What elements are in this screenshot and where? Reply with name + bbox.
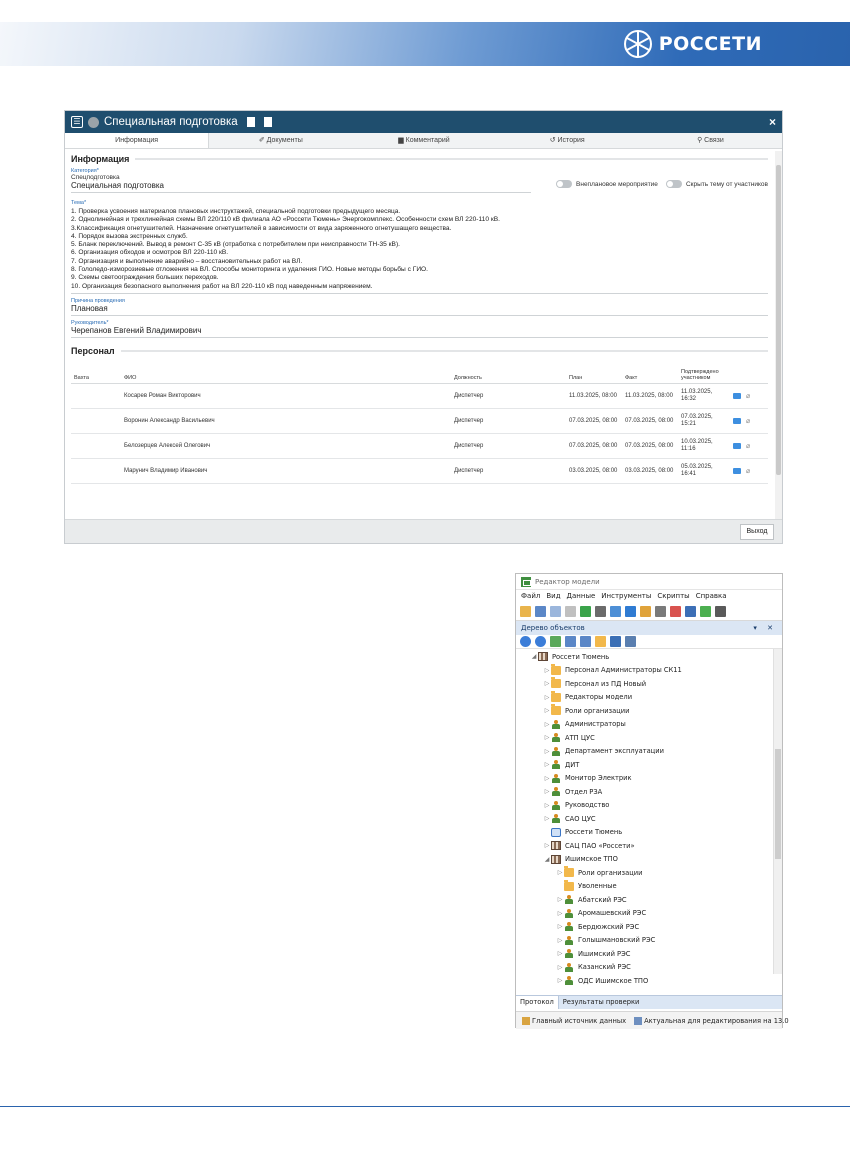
name-cell: Косарев Роман Викторович bbox=[121, 384, 451, 409]
panel-pin-close-icon[interactable]: ▾ ✕ bbox=[753, 624, 777, 632]
gear-icon[interactable] bbox=[685, 606, 696, 617]
people-icon bbox=[551, 814, 561, 823]
rosseti-logo-icon bbox=[623, 29, 653, 59]
actions-cell bbox=[730, 409, 768, 434]
building-icon bbox=[551, 855, 561, 864]
tree-item-label: Роли организации bbox=[578, 868, 643, 877]
position-cell: Диспетчер bbox=[451, 384, 566, 409]
actions-cell bbox=[730, 384, 768, 409]
comment-icon[interactable] bbox=[733, 393, 741, 399]
tree-item-label: Персонал Администраторы СК11 bbox=[565, 666, 682, 675]
name-cell: Марунич Владимир Иванович bbox=[121, 459, 451, 484]
layout-icon[interactable] bbox=[625, 636, 636, 647]
tab-check-results[interactable]: Результаты проверки bbox=[562, 998, 640, 1006]
personnel-table bbox=[71, 360, 768, 485]
tree-item[interactable] bbox=[516, 758, 782, 772]
model-editor-window bbox=[515, 573, 789, 1028]
forward-icon[interactable] bbox=[535, 636, 546, 647]
reason-field[interactable]: Плановая bbox=[71, 304, 768, 316]
tree-item-label: Отдел РЗА bbox=[565, 787, 603, 796]
topic-field[interactable] bbox=[71, 208, 768, 294]
check-icon[interactable] bbox=[580, 606, 591, 617]
people-icon bbox=[551, 760, 561, 769]
tree-item[interactable] bbox=[516, 664, 782, 678]
leader-label: Руководитель* bbox=[71, 319, 109, 326]
new-icon[interactable] bbox=[520, 606, 531, 617]
unplanned-toggle[interactable] bbox=[556, 180, 658, 188]
calendar-icon: ☰ bbox=[71, 116, 83, 128]
tab-comment[interactable]: ▆ Комментарий bbox=[398, 137, 450, 144]
tree-item[interactable] bbox=[516, 920, 782, 934]
shift-cell bbox=[71, 434, 121, 459]
tree-item-label: Роли организации bbox=[565, 706, 630, 715]
folder-icon bbox=[564, 882, 574, 891]
topic-line: 4. Порядок вызова экстренных служб. bbox=[71, 232, 188, 240]
fact-cell: 07.03.2025, 08:00 bbox=[622, 409, 678, 434]
event-dialog bbox=[64, 110, 783, 544]
menu-data[interactable]: Данные bbox=[566, 592, 596, 600]
people-icon bbox=[564, 949, 574, 958]
attachment-icon[interactable]: ⌀ bbox=[746, 392, 751, 400]
validate-icon[interactable] bbox=[610, 606, 621, 617]
people-icon bbox=[551, 801, 561, 810]
tree-item-label: Аромашевский РЭС bbox=[578, 909, 647, 918]
report-icon[interactable] bbox=[670, 606, 681, 617]
chart-icon[interactable] bbox=[595, 606, 606, 617]
plan-cell: 03.03.2025, 08:00 bbox=[566, 459, 622, 484]
folder-icon bbox=[551, 679, 561, 688]
comment-icon[interactable] bbox=[733, 418, 741, 424]
topic-line: 5. Бланк переключений. Вывод в ремонт С-35 кВ (отработка с потребителем при неисправности ТН-35 кВ). bbox=[71, 241, 400, 249]
save-icon[interactable] bbox=[535, 606, 546, 617]
tree-item[interactable] bbox=[516, 677, 782, 691]
expand-arrow-icon[interactable]: ▷ bbox=[544, 815, 550, 823]
actions-cell bbox=[730, 434, 768, 459]
close-icon[interactable]: × bbox=[768, 115, 776, 129]
col-fact: Факт bbox=[622, 360, 678, 384]
hide-topic-label: Скрыть тему от участников bbox=[685, 180, 768, 188]
status-actual-label: Актуальная для редактирования на 13.0 bbox=[644, 1016, 789, 1025]
tree-item[interactable] bbox=[516, 772, 782, 786]
table-row[interactable] bbox=[71, 434, 768, 459]
plan-cell: 11.03.2025, 08:00 bbox=[566, 384, 622, 409]
status-dot-icon bbox=[88, 117, 99, 128]
plan-cell: 07.03.2025, 08:00 bbox=[566, 434, 622, 459]
expand-arrow-icon[interactable]: ▷ bbox=[557, 936, 563, 944]
hide-topic-toggle[interactable] bbox=[666, 180, 768, 188]
col-position: Должность bbox=[451, 360, 566, 384]
tree-item[interactable] bbox=[516, 839, 782, 853]
tree-item-label: Ишимский РЭС bbox=[578, 949, 631, 958]
reason-label: Причина проведения bbox=[71, 297, 125, 304]
tree-item[interactable] bbox=[516, 718, 782, 732]
tree-item-label: Голышмановский РЭС bbox=[578, 936, 656, 945]
topic-line: 9. Схемы светоограждения больших переходов. bbox=[71, 274, 219, 282]
tab-links[interactable]: ⚲ Связи bbox=[697, 137, 724, 144]
people-icon bbox=[564, 963, 574, 972]
people-icon bbox=[564, 909, 574, 918]
menu-help[interactable]: Справка bbox=[695, 592, 727, 600]
editor-toolbar bbox=[516, 603, 782, 621]
windows-icon[interactable] bbox=[610, 636, 621, 647]
expand-arrow-icon[interactable]: ▷ bbox=[544, 666, 550, 674]
people-icon bbox=[551, 720, 561, 729]
tree-item[interactable] bbox=[516, 704, 782, 718]
expand-arrow-icon[interactable]: ▷ bbox=[557, 950, 563, 958]
tree-item-label: ДИТ bbox=[565, 760, 580, 769]
expand-arrow-icon[interactable]: ▷ bbox=[544, 693, 550, 701]
tree-item-label: Уволенные bbox=[578, 882, 617, 891]
shift-cell bbox=[71, 409, 121, 434]
expand-arrow-icon[interactable]: ▷ bbox=[544, 801, 550, 809]
org-icon bbox=[551, 828, 561, 837]
refresh-icon[interactable] bbox=[550, 636, 561, 647]
fact-cell: 07.03.2025, 08:00 bbox=[622, 434, 678, 459]
confirmed-cell: 07.03.2025, 15:21 bbox=[678, 409, 730, 434]
expand-arrow-icon[interactable]: ▷ bbox=[544, 747, 550, 755]
tree-rows bbox=[516, 650, 782, 988]
dialog-scroll-thumb[interactable] bbox=[776, 165, 781, 475]
tree-item-label: Россети Тюмень bbox=[565, 828, 623, 837]
expand-arrow-icon[interactable]: ▷ bbox=[557, 963, 563, 971]
tree-item-label: Ишимское ТПО bbox=[565, 855, 618, 864]
footer-line bbox=[0, 1106, 850, 1107]
col-actions bbox=[730, 360, 768, 384]
expand-arrow-icon[interactable]: ▷ bbox=[544, 842, 550, 850]
category-field[interactable]: Специальная подготовка bbox=[71, 181, 531, 193]
tree-item[interactable] bbox=[516, 947, 782, 961]
confirmed-cell: 11.03.2025, 16:32 bbox=[678, 384, 730, 409]
section-personnel-label: Персонал bbox=[71, 345, 115, 356]
tree-scrollbar[interactable] bbox=[773, 649, 782, 974]
confirmed-cell: 10.03.2025, 11:16 bbox=[678, 434, 730, 459]
section-personnel bbox=[71, 346, 768, 356]
edit-icon bbox=[634, 1017, 642, 1025]
filter-icon[interactable] bbox=[565, 636, 576, 647]
shift-cell bbox=[71, 384, 121, 409]
properties-icon[interactable] bbox=[655, 606, 666, 617]
topic-line: 1. Проверка усвоения материалов плановых инструктажей, специальной подготовки предыдущего месяца. bbox=[71, 208, 401, 215]
export-icon[interactable] bbox=[625, 606, 636, 617]
tree-item[interactable] bbox=[516, 907, 782, 921]
status-bar bbox=[516, 1011, 789, 1029]
expand-arrow-icon[interactable]: ▷ bbox=[544, 680, 550, 688]
section-information bbox=[71, 154, 768, 164]
object-tree-title: Дерево объектов bbox=[521, 624, 585, 632]
menu-file[interactable]: Файл bbox=[521, 592, 541, 600]
database-icon bbox=[522, 1017, 530, 1025]
plan-cell: 07.03.2025, 08:00 bbox=[566, 409, 622, 434]
expand-arrow-icon[interactable]: ◢ bbox=[531, 653, 537, 661]
name-cell: Воронин Александр Васильевич bbox=[121, 409, 451, 434]
col-confirmed: Подтверждено участником bbox=[678, 360, 730, 384]
topic-label: Тема* bbox=[71, 200, 87, 206]
tree-item-label: Казанский РЭС bbox=[578, 963, 631, 972]
redo-icon[interactable] bbox=[565, 606, 576, 617]
building-icon bbox=[551, 841, 561, 850]
table-row[interactable] bbox=[71, 384, 768, 409]
expand-arrow-icon[interactable]: ▷ bbox=[557, 909, 563, 917]
confirmed-cell: 05.03.2025, 16:41 bbox=[678, 459, 730, 484]
menu-bar bbox=[516, 590, 782, 603]
tree-item-label: АТП ЦУС bbox=[565, 733, 595, 742]
status-source bbox=[522, 1017, 626, 1025]
dialog-title: Специальная подготовка bbox=[104, 116, 238, 128]
tree-item[interactable] bbox=[516, 799, 782, 813]
tree-item-label: Монитор Электрик bbox=[565, 774, 632, 783]
expand-arrow-icon[interactable]: ▷ bbox=[544, 774, 550, 782]
tree-item[interactable] bbox=[516, 785, 782, 799]
attachment-icon[interactable]: ⌀ bbox=[746, 417, 751, 425]
people-icon bbox=[551, 787, 561, 796]
tree-item-label: Администраторы bbox=[565, 720, 626, 729]
expand-arrow-icon[interactable]: ▷ bbox=[544, 788, 550, 796]
tree-item[interactable] bbox=[516, 880, 782, 894]
col-shift: Вахта bbox=[71, 360, 121, 384]
folder-icon bbox=[551, 666, 561, 675]
unplanned-label: Внеплановое мероприятие bbox=[576, 180, 658, 188]
dialog-body bbox=[65, 154, 782, 528]
status-source-label: Главный источник данных bbox=[532, 1016, 627, 1025]
tree-item-label: Редакторы модели bbox=[565, 693, 633, 702]
grid-icon[interactable] bbox=[700, 606, 711, 617]
comment-icon[interactable] bbox=[733, 443, 741, 449]
more-icon[interactable] bbox=[715, 606, 726, 617]
expand-arrow-icon[interactable]: ▷ bbox=[557, 896, 563, 904]
tree-item-label: ОДС Ишимское ТПО bbox=[578, 976, 649, 985]
dialog-scrollbar[interactable] bbox=[775, 151, 782, 541]
back-icon[interactable] bbox=[520, 636, 531, 647]
people-icon bbox=[564, 895, 574, 904]
table-header-row bbox=[71, 360, 768, 384]
exit-button[interactable]: Выход bbox=[740, 524, 774, 540]
people-icon bbox=[551, 747, 561, 756]
dialog-tabs bbox=[65, 133, 782, 149]
tree-item[interactable] bbox=[516, 893, 782, 907]
section-information-label: Информация bbox=[71, 154, 130, 164]
tree-item-label: Руководство bbox=[565, 801, 610, 810]
tree-item-label: САЦ ПАО «Россети» bbox=[565, 841, 635, 850]
people-icon bbox=[564, 976, 574, 985]
toggles bbox=[556, 180, 768, 188]
topic-line: 6. Организация обходов и осмотров ВЛ 220-110 кВ. bbox=[71, 249, 229, 257]
actions-cell bbox=[730, 459, 768, 484]
dialog-footer bbox=[65, 519, 782, 543]
tab-history[interactable]: ↺ История bbox=[549, 137, 585, 144]
comment-icon[interactable] bbox=[733, 468, 741, 474]
undo-icon[interactable] bbox=[550, 606, 561, 617]
name-cell: Белозерцев Алексей Олегович bbox=[121, 434, 451, 459]
expand-arrow-icon[interactable]: ▷ bbox=[557, 869, 563, 877]
tree-item[interactable] bbox=[516, 826, 782, 840]
object-tree bbox=[516, 649, 782, 985]
tree-item[interactable] bbox=[516, 691, 782, 705]
table-row[interactable] bbox=[71, 459, 768, 484]
hide-topic-switch[interactable] bbox=[666, 180, 682, 188]
attachment-icon[interactable]: ⌀ bbox=[746, 467, 751, 475]
rosseti-logo bbox=[623, 29, 762, 59]
category-label: Категория* bbox=[71, 168, 99, 174]
editor-titlebar bbox=[516, 574, 782, 590]
status-actual bbox=[634, 1017, 789, 1025]
tree-item-label: Персонал из ПД Новый bbox=[565, 679, 647, 688]
menu-view[interactable]: Вид bbox=[546, 592, 561, 600]
leader-field[interactable]: Черепанов Евгений Владимирович bbox=[71, 326, 768, 338]
people-icon bbox=[551, 733, 561, 742]
people-icon bbox=[564, 922, 574, 931]
tree-item-label: Бердюжский РЭС bbox=[578, 922, 640, 931]
position-cell: Диспетчер bbox=[451, 409, 566, 434]
tab-protocol[interactable]: Протокол bbox=[516, 996, 559, 1009]
logo-text: РОССЕТИ bbox=[658, 33, 762, 55]
tree-toolbar bbox=[516, 635, 782, 649]
tab-information[interactable]: Информация bbox=[65, 133, 209, 148]
editor-title: Редактор модели bbox=[535, 577, 600, 586]
topic-line: 3.Классификация огнетушителей. Назначение огнетушителей в зависимости от вида заряженного огнетушащего вещества. bbox=[71, 224, 452, 232]
delete-icon[interactable] bbox=[264, 117, 272, 127]
category-group: Спецподготовка bbox=[71, 174, 120, 181]
tree-item-label: САО ЦУС bbox=[565, 814, 596, 823]
position-cell: Диспетчер bbox=[451, 459, 566, 484]
tree-item-label: Департамент эксплуатации bbox=[565, 747, 664, 756]
fact-cell: 03.03.2025, 08:00 bbox=[622, 459, 678, 484]
tree-item[interactable] bbox=[516, 731, 782, 745]
expand-arrow-icon[interactable]: ▷ bbox=[544, 734, 550, 742]
bottom-tabs bbox=[516, 995, 782, 1009]
folder-icon bbox=[551, 706, 561, 715]
expand-arrow-icon[interactable]: ▷ bbox=[544, 720, 550, 728]
people-icon bbox=[564, 936, 574, 945]
app-icon bbox=[521, 577, 531, 587]
position-cell: Диспетчер bbox=[451, 434, 566, 459]
tree-item-label: Россети Тюмень bbox=[552, 652, 610, 661]
expand-arrow-icon[interactable]: ▷ bbox=[557, 977, 563, 985]
expand-arrow-icon[interactable]: ▷ bbox=[544, 761, 550, 769]
dialog-titlebar bbox=[65, 111, 782, 133]
menu-scripts[interactable]: Скрипты bbox=[657, 592, 690, 600]
expand-arrow-icon[interactable]: ◢ bbox=[544, 855, 550, 863]
building-icon bbox=[538, 652, 548, 661]
tab-documents[interactable]: ✐ Документы bbox=[258, 137, 303, 144]
tree-item[interactable] bbox=[516, 961, 782, 975]
shift-cell bbox=[71, 459, 121, 484]
topic-line: 7. Организация и выполнение аварийно – восстановительных работ на ВЛ. bbox=[71, 257, 303, 265]
folder-icon bbox=[564, 868, 574, 877]
table-row[interactable] bbox=[71, 409, 768, 434]
expand-arrow-icon[interactable]: ▷ bbox=[557, 923, 563, 931]
tree-item[interactable] bbox=[516, 745, 782, 759]
menu-tools[interactable]: Инструменты bbox=[601, 592, 652, 600]
col-plan: План bbox=[566, 360, 622, 384]
object-tree-header bbox=[516, 621, 782, 635]
favorite-icon[interactable] bbox=[595, 636, 606, 647]
people-icon bbox=[551, 774, 561, 783]
attachment-icon[interactable]: ⌀ bbox=[746, 442, 751, 450]
import-icon[interactable] bbox=[640, 606, 651, 617]
search-tree-icon[interactable] bbox=[580, 636, 591, 647]
topic-line: 2. Однолинейная и трехлинейная схемы ВЛ 220/110 кВ филиала АО «Россети Тюмень» Энергокомплекс. Особенности схем ВЛ 220-110 кВ. bbox=[71, 216, 500, 224]
tree-item[interactable] bbox=[516, 853, 782, 867]
tree-item[interactable] bbox=[516, 812, 782, 826]
col-name: ФИО bbox=[121, 360, 451, 384]
tree-item[interactable] bbox=[516, 650, 782, 664]
tree-scroll-thumb[interactable] bbox=[775, 749, 781, 859]
unplanned-switch[interactable] bbox=[556, 180, 572, 188]
tree-item[interactable] bbox=[516, 934, 782, 948]
topic-line: 10. Организация безопасного выполнения работ на ВЛ 220-110 кВ под наведенным напряжением. bbox=[71, 282, 373, 290]
folder-icon bbox=[551, 693, 561, 702]
copy-icon[interactable] bbox=[247, 117, 255, 127]
expand-arrow-icon[interactable]: ▷ bbox=[544, 707, 550, 715]
fact-cell: 11.03.2025, 08:00 bbox=[622, 384, 678, 409]
topic-line: 8. Гололедо-изморозиевые отложения на ВЛ. Способы мониторинга и удаления ГИО. Новые методы борьбы с ГИО. bbox=[71, 266, 429, 274]
tree-item[interactable] bbox=[516, 866, 782, 880]
tree-item-label: Абатский РЭС bbox=[578, 895, 627, 904]
tree-item[interactable] bbox=[516, 974, 782, 988]
